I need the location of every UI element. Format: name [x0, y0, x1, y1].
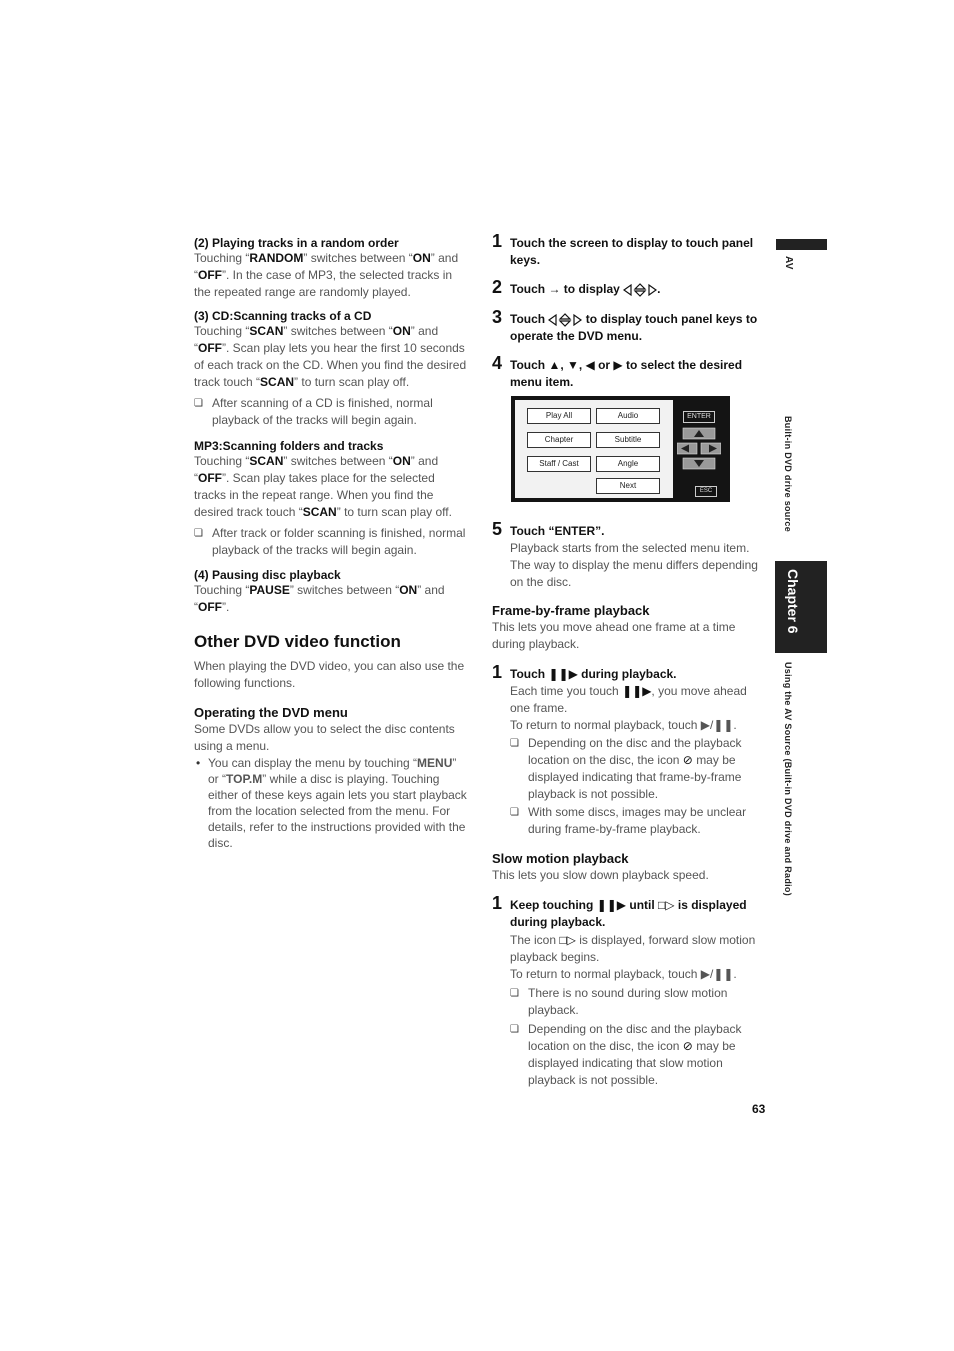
slow-icon-b: is displayed, forward slow motion playback begins. — [510, 933, 756, 964]
fbf-return: To return to normal playback, touch ▶/❚❚. — [510, 718, 737, 732]
fbf-step1-part-a: Touch — [510, 667, 546, 681]
mp3-scan-title: MP3:Scanning folders and tracks — [194, 439, 384, 453]
slow-note-1: ❏ There is no sound during slow motion playback. — [510, 985, 768, 1019]
direction-pad-icon — [677, 427, 721, 471]
dvd-menu-bullet: • You can display the menu by touching “MENU” or “TOP.M” while a disc is playing. Touching either of these keys again lets you start playback from the location selected from the menu. For details, refer to the instructions provided with the disc. — [194, 755, 470, 851]
sidebar-using-label: Using the AV Source (Built-in DVD drive and Radio) — [783, 662, 793, 897]
step-1-screen — [492, 231, 766, 269]
slow-step-1 — [492, 893, 766, 931]
slow-icon-text — [510, 932, 768, 966]
dvd-menu-body: Some DVDs allow you to select the disc contents using a menu. — [194, 722, 455, 753]
cd-scan-body: Touching “SCAN” switches between “ON” and “OFF”. Scan play lets you hear the first 10 seconds of each track on the CD. When you find the desired track touch “SCAN” to turn scan play off. — [194, 324, 467, 389]
step-3-touch-panel — [492, 307, 766, 345]
step3-part-b: to display touch panel keys to operate the DVD menu. — [510, 312, 758, 343]
step-text: Touch “ENTER”. — [510, 524, 605, 538]
frame-advance-icon: ❚❚▶ — [622, 684, 652, 698]
subtitle-key: Subtitle — [596, 432, 660, 448]
fbf-note-1 — [510, 735, 768, 803]
fbf-note1-b: may be displayed indicating that frame-by-frame playback is not possible. — [528, 753, 742, 801]
play-all-key: Play All — [527, 408, 591, 424]
step-text: Touch → to display . — [510, 282, 661, 296]
section-cd-scan — [194, 309, 470, 391]
step-number: 5 — [492, 519, 503, 539]
step-5-body — [510, 540, 768, 591]
slow-step1-part-c: is displayed during playback. — [510, 898, 747, 929]
direction-keys-icon — [623, 283, 657, 297]
slow-motion-title: Slow motion playback — [492, 851, 629, 866]
mp3-scan-note — [194, 525, 470, 559]
direction-keys-icon — [548, 313, 582, 327]
step-2-display — [492, 277, 766, 298]
sidebar-av-label: AV — [783, 256, 794, 270]
step-number: 2 — [492, 277, 503, 297]
slow-icon-a: The icon — [510, 933, 557, 947]
cd-scan-note-text: ❏ After scanning of a CD is finished, normal playback of the tracks will begin again. — [194, 395, 470, 429]
step-number: 3 — [492, 307, 503, 327]
angle-key: Angle — [596, 456, 660, 472]
fbf-each-time — [510, 683, 768, 717]
cd-scan-title: (3) CD:Scanning tracks of a CD — [194, 309, 372, 323]
fbf-step-1 — [492, 662, 766, 683]
section-frame-by-frame — [492, 603, 766, 653]
section-mp3-scan — [194, 439, 470, 521]
step2-part-a: Touch — [510, 282, 546, 296]
slow-motion-icon: □▷ — [658, 898, 675, 912]
slow-note-2 — [510, 1021, 768, 1089]
step-text — [510, 311, 766, 345]
fbf-each-a: Each time you touch — [510, 684, 619, 698]
step-5-enter — [492, 519, 766, 540]
slow-note2-b: may be displayed indicating that slow motion playback is not possible. — [528, 1039, 736, 1087]
slow-return: To return to normal playback, touch ▶/❚❚. — [510, 967, 737, 981]
section-other-dvd — [194, 632, 470, 692]
frame-by-frame-body: This lets you move ahead one frame at a time during playback. — [492, 620, 736, 651]
fbf-note-2: ❏ With some discs, images may be unclear during frame-by-frame playback. — [510, 804, 768, 838]
fbf-each-b: , you move ahead one frame. — [510, 684, 747, 715]
pause-title: (4) Pausing disc playback — [194, 568, 341, 582]
dvd-menu-title: Operating the DVD menu — [194, 705, 348, 720]
section-slow-motion — [492, 851, 766, 884]
slow-note2-a: Depending on the disc and the playback location on the disc, the icon — [528, 1022, 742, 1053]
random-body: Touching “RANDOM” switches between “ON” and “OFF”. In the case of MP3, the selected tracks in the repeated range are randomly played. — [194, 251, 459, 299]
fbf-note1-a: Depending on the disc and the playback location on the disc, the icon — [528, 736, 742, 767]
slow-step1-part-a: Keep touching — [510, 898, 594, 912]
esc-key: ESC — [695, 486, 717, 497]
section-random — [194, 236, 470, 301]
section-dvd-menu — [194, 705, 470, 851]
step-text: Touch ▲, ▼, ◀ or ▶ to select the desired menu item. — [510, 358, 743, 389]
staff-cast-key: Staff / Cast — [527, 456, 591, 472]
menu-area — [515, 400, 673, 498]
prohibited-icon: ⊘ — [682, 1039, 693, 1053]
other-dvd-body: When playing the DVD video, you can also use the following functions. — [194, 659, 465, 690]
slow-motion-body: This lets you slow down playback speed. — [492, 868, 709, 882]
step-number: 1 — [492, 231, 503, 251]
chapter-label: Chapter 6 — [785, 569, 801, 634]
fbf-body — [510, 683, 768, 838]
frame-by-frame-title: Frame-by-frame playback — [492, 603, 650, 618]
next-key: Next — [596, 478, 660, 494]
enter-key: ENTER — [683, 411, 715, 423]
audio-key: Audio — [596, 408, 660, 424]
sidebar-tab-bar — [776, 239, 827, 250]
sidebar-source-label: Built-in DVD drive source — [783, 416, 793, 533]
fbf-step1-part-b: during playback. — [581, 667, 677, 681]
step-text: Touch the screen to display to touch panel keys. — [510, 236, 754, 267]
step-text — [510, 666, 766, 683]
random-title: (2) Playing tracks in a random order — [194, 236, 399, 250]
slow-motion-icon: □▷ — [559, 933, 576, 947]
step-text — [510, 897, 766, 931]
section-pause — [194, 568, 470, 616]
step2-part-b: to display — [563, 282, 620, 296]
chapter-tab — [775, 561, 827, 653]
mp3-scan-body: Touching “SCAN” switches between “ON” and “OFF”. Scan play takes place for the selected tracks in the repeat range. When you find the desired track touch “SCAN” to turn scan play off. — [194, 454, 452, 519]
chapter-key: Chapter — [527, 432, 591, 448]
other-dvd-title: Other DVD video function — [194, 632, 401, 651]
dvd-menu-panel-illustration — [511, 396, 730, 502]
mp3-scan-note-text: ❏ After track or folder scanning is finished, normal playback of the tracks will begin again. — [194, 525, 470, 559]
prohibited-icon: ⊘ — [682, 753, 693, 767]
step3-part-a: Touch — [510, 312, 546, 326]
step-number: 4 — [492, 353, 503, 373]
step-number: 1 — [492, 893, 503, 913]
arrow-right-icon: → — [548, 282, 561, 296]
cd-scan-note — [194, 395, 470, 429]
pause-body: Touching “PAUSE” switches between “ON” and “OFF”. — [194, 583, 445, 614]
frame-advance-icon: ❚❚▶ — [548, 667, 578, 681]
slow-body — [510, 932, 768, 1089]
slow-step1-part-b: until — [629, 898, 655, 912]
step-number: 1 — [492, 662, 503, 682]
step-5-body-text: Playback starts from the selected menu item. The way to display the menu differs depending on the disc. — [510, 541, 758, 589]
page-number: 63 — [752, 1102, 766, 1116]
step-4-select — [492, 353, 766, 391]
frame-advance-icon: ❚❚▶ — [596, 898, 627, 912]
